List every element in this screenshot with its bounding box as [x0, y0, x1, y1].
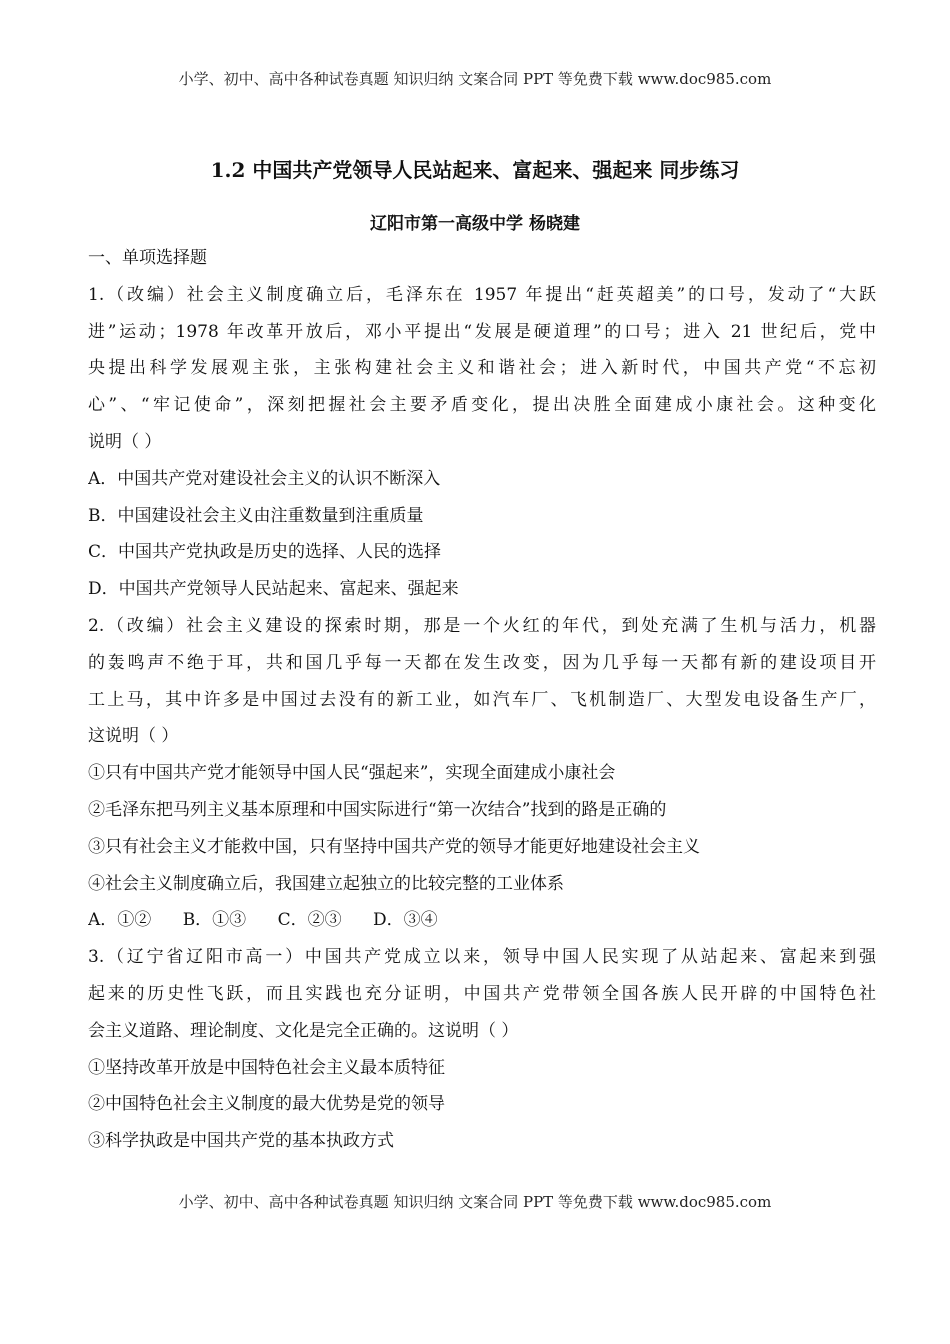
question-2-line: 这说明（ ） — [88, 726, 179, 747]
question-2-choice-a: A．①② — [88, 910, 152, 931]
question-1-option-c: C．中国共产党执政是历史的选择、人民的选择 — [88, 542, 442, 563]
question-2-choice-c: C．②③ — [277, 910, 342, 931]
question-2-statement: ④社会主义制度确立后，我国建立起独立的比较完整的工业体系 — [88, 873, 564, 894]
question-2-statement: ②毛泽东把马列主义基本原理和中国实际进行“第一次结合”找到的路是正确的 — [88, 799, 667, 820]
question-1-line: 1.（改编）社会主义制度确立后，毛泽东在 1957 年提出“赶英超美”的口号，发动了“大跃 — [88, 284, 876, 305]
document-body — [88, 240, 876, 1160]
question-2-statement: ③只有社会主义才能救中国，只有坚持中国共产党的领导才能更好地建设社会主义 — [88, 836, 700, 857]
question-2 — [88, 608, 876, 939]
question-1-option-a: A．中国共产党对建设社会主义的认识不断深入 — [88, 468, 441, 489]
question-1 — [88, 277, 876, 608]
question-3-line: 起来的历史性飞跃，而且实践也充分证明，中国共产党带领全国各族人民开辟的中国特色社 — [88, 983, 876, 1004]
question-2-choice-d: D．③④ — [373, 910, 438, 931]
question-2-choices — [88, 902, 876, 939]
question-3-statement: ③科学执政是中国共产党的基本执政方式 — [88, 1131, 394, 1152]
question-1-line: 心”、“牢记使命”，深刻把握社会主要矛盾变化，提出决胜全面建成小康社会。这种变化 — [88, 395, 876, 416]
question-3-statement: ②中国特色社会主义制度的最大优势是党的领导 — [88, 1094, 445, 1115]
question-2-line: 工上马，其中许多是中国过去没有的新工业，如汽车厂、飞机制造厂、大型发电设备生产厂， — [88, 689, 876, 710]
question-3-statement: ①坚持改革开放是中国特色社会主义最本质特征 — [88, 1057, 445, 1078]
section-heading: 一、单项选择题 — [88, 248, 207, 268]
question-1-option-b: B．中国建设社会主义由注重数量到注重质量 — [88, 505, 424, 526]
question-3 — [88, 939, 876, 1160]
document-title: 1.2 中国共产党领导人民站起来、富起来、强起来 同步练习 — [210, 158, 740, 182]
question-3-line: 3.（辽宁省辽阳市高一）中国共产党成立以来，领导中国人民实现了从站起来、富起来到强 — [88, 947, 876, 968]
question-3-line: 会主义道路、理论制度、文化是完全正确的。这说明（ ） — [88, 1020, 519, 1041]
question-2-line: 的轰鸣声不绝于耳，共和国几乎每一天都在发生改变，因为几乎每一天都有新的建设项目开 — [88, 652, 876, 673]
question-1-line: 进”运动；1978 年改革开放后，邓小平提出“发展是硬道理”的口号；进入 21 世纪后，党中 — [88, 321, 876, 342]
question-2-choice-b: B．①③ — [182, 910, 247, 931]
page-header: 小学、初中、高中各种试卷真题 知识归纳 文案合同 PPT 等免费下载 www.doc985.com — [178, 70, 772, 88]
question-1-line: 说明（ ） — [88, 431, 162, 452]
question-1-line: 央提出科学发展观主张，主张构建社会主义和谐社会；进入新时代，中国共产党“不忘初 — [88, 358, 876, 379]
page-footer: 小学、初中、高中各种试卷真题 知识归纳 文案合同 PPT 等免费下载 www.doc985.com — [178, 1193, 772, 1211]
question-2-statement: ①只有中国共产党才能领导中国人民“强起来”，实现全面建成小康社会 — [88, 763, 616, 784]
question-2-line: 2.（改编）社会主义建设的探索时期，那是一个火红的年代，到处充满了生机与活力，机器 — [88, 615, 876, 636]
document-author: 辽阳市第一高级中学 杨晓建 — [370, 214, 580, 234]
question-1-option-d: D．中国共产党领导人民站起来、富起来、强起来 — [88, 579, 459, 600]
